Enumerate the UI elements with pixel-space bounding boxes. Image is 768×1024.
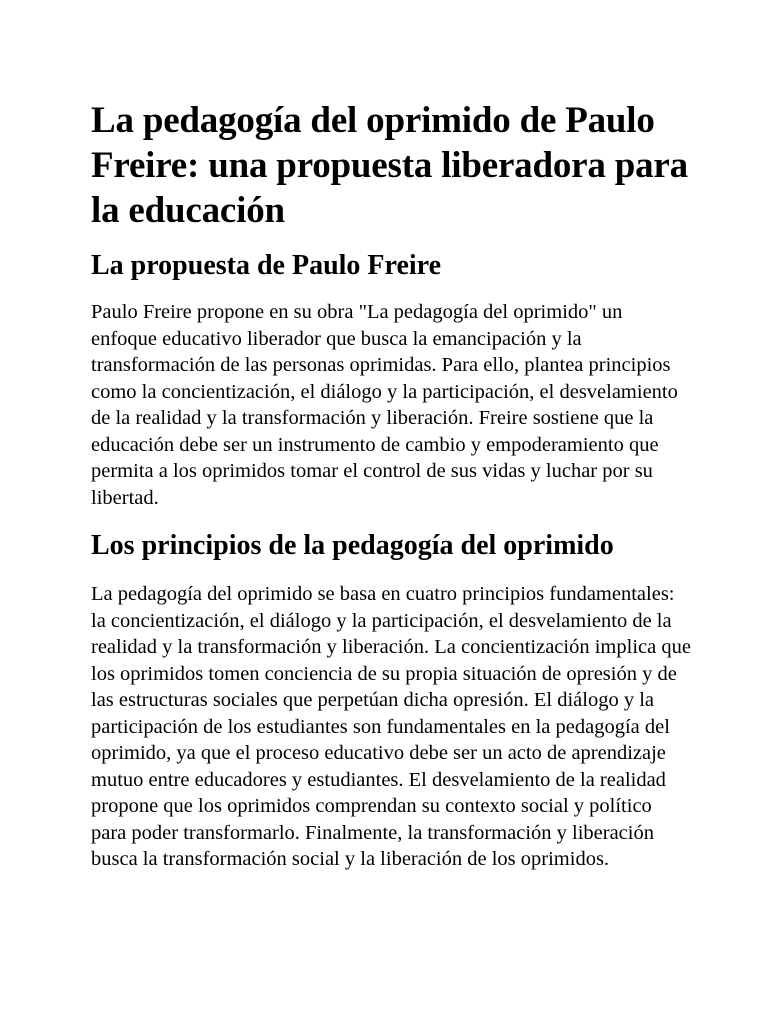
section-heading-propuesta: La propuesta de Paulo Freire xyxy=(91,250,441,281)
document-title: La pedagogía del oprimido de Paulo Freire: una propuesta liberadora para la educación xyxy=(91,100,688,231)
section-body-propuesta: Paulo Freire propone en su obra "La pedagogía del oprimido" un enfoque educativo liberador que busca la emancipación y la transformación de las personas oprimidas. Para ello, plantea principios como la concientización, el diálogo y la participación, el desvelamiento de la realidad y la transformación y liberación. Freire sostiene que la educación debe ser un instrumento de cambio y empoderamiento que permita a los oprimidos tomar el control de sus vidas y luchar por su libertad. xyxy=(91,301,678,509)
document-page xyxy=(91,98,691,873)
section-heading-principios: Los principios de la pedagogía del oprimido xyxy=(91,530,614,561)
section-body-principios: La pedagogía del oprimido se basa en cuatro principios fundamentales: la concientización, el diálogo y la participación, el desvelamiento de la realidad y la transformación y liberación. La concientización implica que los oprimidos tomen conciencia de su propia situación de opresión y de las estructuras sociales que perpetúan dicha opresión. El diálogo y la participación de los estudiantes son fundamentales en la pedagogía del oprimido, ya que el proceso educativo debe ser un acto de aprendizaje mutuo entre educadores y estudiantes. El desvelamiento de la realidad propone que los oprimidos comprendan su contexto social y político para poder transformarlo. Finalmente, la transformación y liberación busca la transformación social y la liberación de los oprimidos. xyxy=(91,583,691,870)
